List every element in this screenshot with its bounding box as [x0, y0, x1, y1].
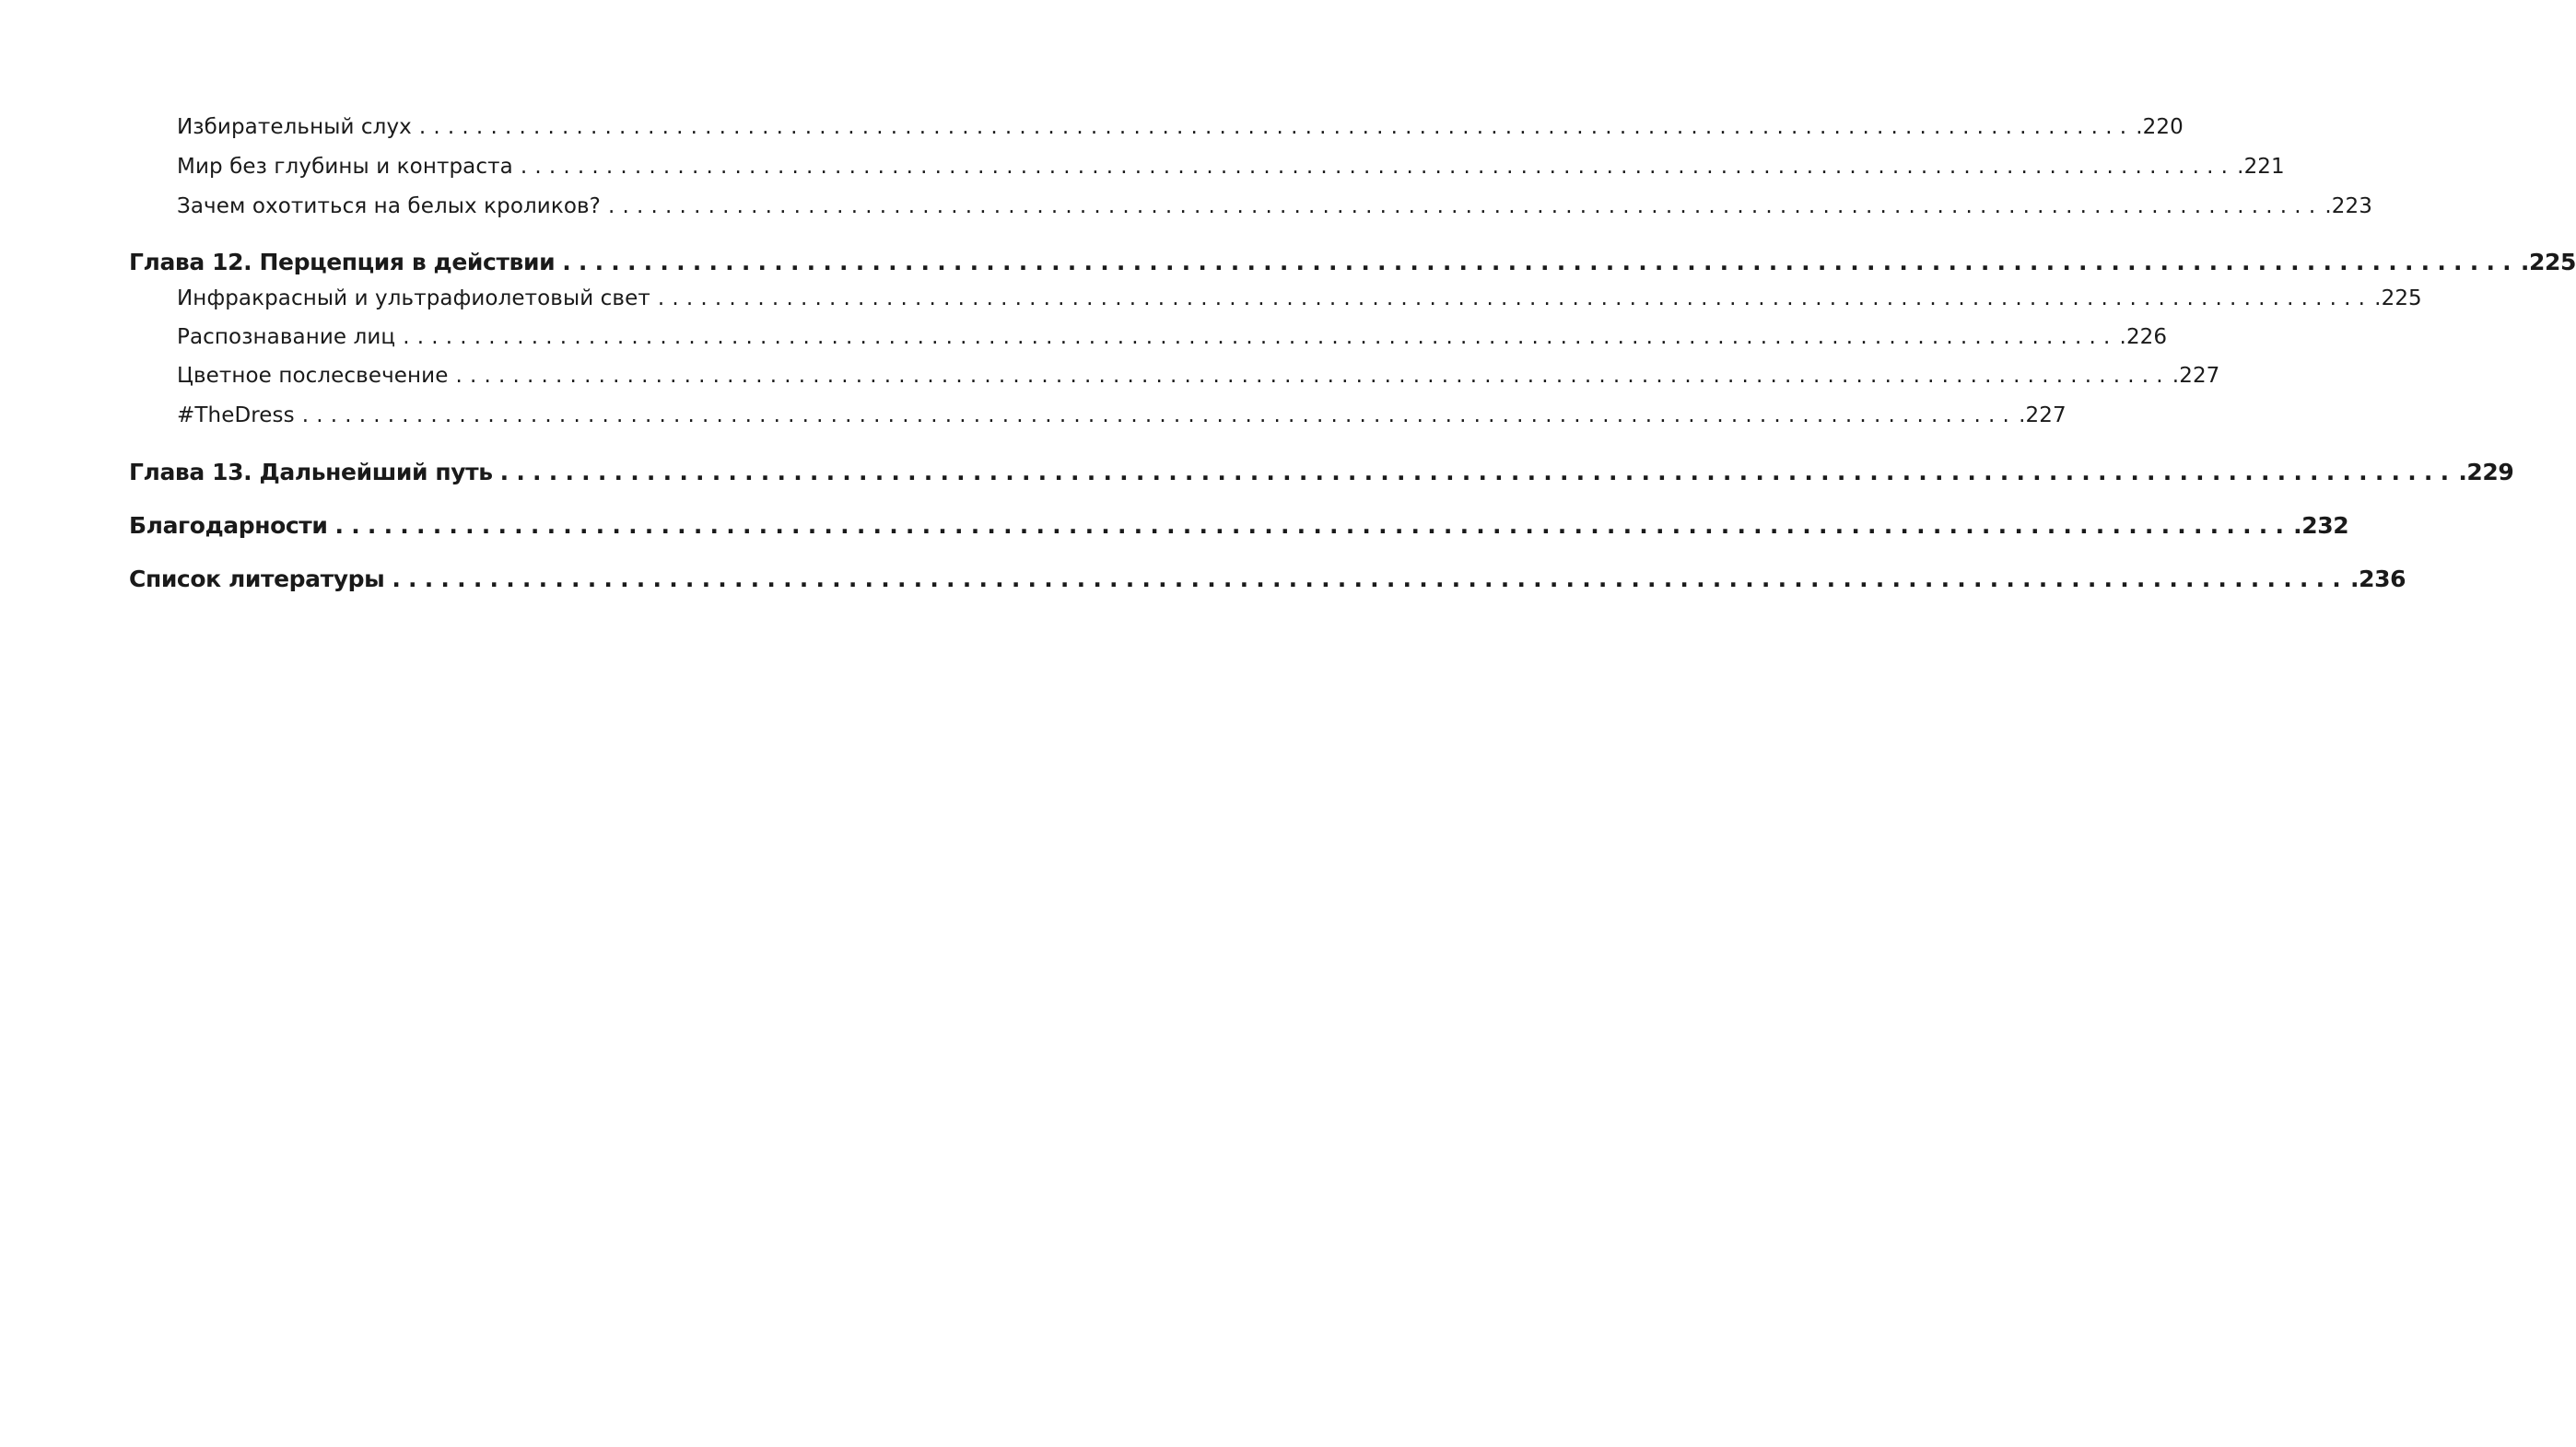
toc-entry-page: .220: [2136, 115, 2184, 139]
toc-entry-color-afterimage[interactable]: [177, 364, 2220, 401]
toc-dot-leader: ........................................................................................................................: [403, 325, 2118, 349]
toc-entry-title: Распознавание лиц: [177, 325, 396, 349]
toc-chapter-title: Список литературы: [129, 566, 385, 592]
toc-dot-leader: ........................................................................................................................: [455, 364, 2171, 388]
toc-chapter-title: Глава 12. Перцепция в действии: [129, 249, 556, 275]
toc-dot-leader: ........................................................................................................................: [301, 403, 2018, 427]
toc-acknowledgements[interactable]: [129, 512, 2349, 549]
toc-dot-leader: ........................................................................................................................: [334, 512, 2292, 539]
toc-dot-leader: ........................................................................................................................: [499, 459, 2457, 485]
toc-entry-page: .227: [2172, 364, 2220, 388]
toc-dot-leader: ........................................................................................................................: [657, 286, 2373, 310]
toc-entry-title: Мир без глубины и контраста: [177, 155, 513, 179]
toc-chapter-page: .232: [2293, 512, 2349, 539]
toc-dot-leader: ........................................................................................................................: [392, 566, 2348, 592]
toc-chapter-title: Глава 13. Дальнейший путь: [129, 459, 493, 485]
toc-bibliography[interactable]: [129, 566, 2406, 602]
toc-dot-leader: ........................................................................................................................: [562, 249, 2519, 275]
toc-chapter-13[interactable]: [129, 459, 2514, 496]
toc-entry-page: .223: [2324, 194, 2372, 218]
toc-entry-title: Инфракрасный и ультрафиолетовый свет: [177, 286, 650, 310]
toc-chapter-page: .229: [2458, 459, 2514, 485]
toc-entry-title: #TheDress: [177, 403, 295, 427]
toc-chapter-page: .236: [2350, 566, 2406, 592]
toc-entry-title: Зачем охотиться на белых кроликов?: [177, 194, 601, 218]
toc-entry-page: .225: [2374, 286, 2422, 310]
toc-entry-the-dress[interactable]: [177, 403, 2067, 440]
toc-entry-title: Цветное послесвечение: [177, 364, 449, 388]
toc-dot-leader: ........................................................................................................................: [520, 155, 2236, 179]
toc-entry-page: .227: [2019, 403, 2067, 427]
toc-chapter-title: Благодарности: [129, 512, 328, 539]
toc-entry-title: Избирательный слух: [177, 115, 412, 139]
toc-entry-page: .221: [2237, 155, 2285, 179]
toc-entry-page: .226: [2119, 325, 2168, 349]
toc-entry-infrared-ultraviolet[interactable]: [177, 286, 2422, 323]
toc-chapter-12[interactable]: [129, 249, 2576, 286]
toc-entry-face-recognition[interactable]: [177, 325, 2168, 362]
toc-dot-leader: ........................................................................................................................: [418, 115, 2135, 139]
toc-entry-world-without-depth[interactable]: [177, 155, 2285, 192]
toc-chapter-page: .225: [2520, 249, 2576, 275]
toc-dot-leader: ........................................................................................................................: [608, 194, 2324, 218]
toc-entry-white-rabbits[interactable]: [177, 194, 2372, 231]
toc-entry-selective-hearing[interactable]: [177, 115, 2184, 152]
